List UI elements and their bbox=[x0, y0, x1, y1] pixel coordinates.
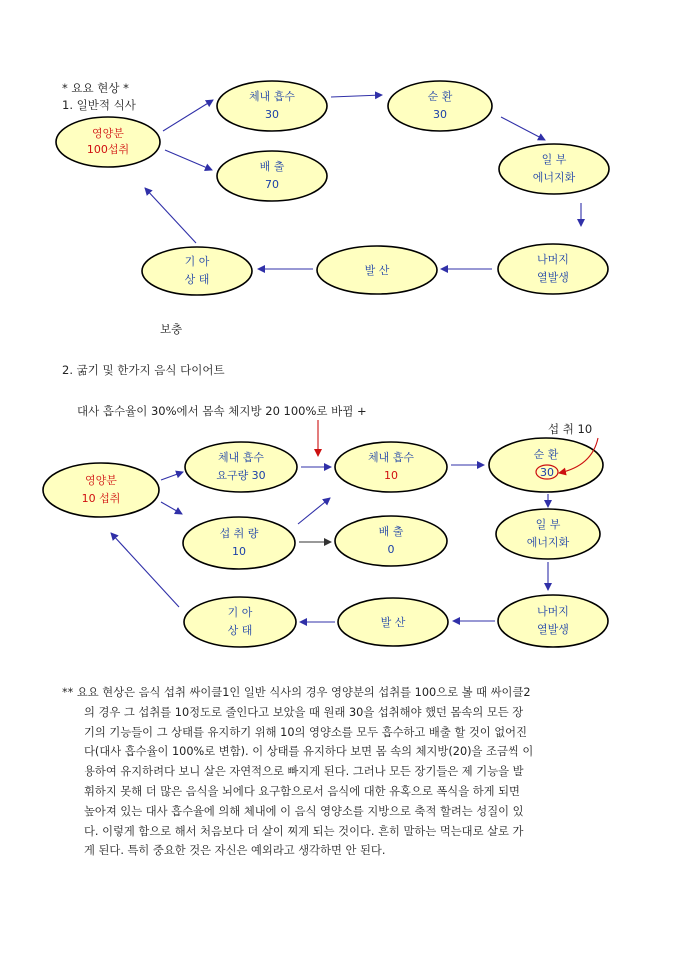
s2-arrow-hunger-nutrient bbox=[111, 533, 179, 607]
explanation-paragraph bbox=[62, 683, 622, 861]
s2-nutrient-line2: 10 섭취 bbox=[81, 492, 121, 505]
paragraph-line: 다(대사 흡수율이 100%로 변함). 이 상태를 유지하다 보면 몸 속의 체지방(20)을 조금씩 이 bbox=[84, 745, 534, 759]
s2-remainder-line2: 열발생 bbox=[537, 623, 569, 636]
paragraph-line: 용하여 유지하려다 보니 살은 자연적으로 빠지게 된다. 그러나 모든 장기들은 제 기능을 발 bbox=[84, 765, 524, 779]
s2-node-intake bbox=[183, 517, 295, 569]
paragraph-line: 의 경우 그 섭취를 10정도로 줄인다고 보았을 때 원래 30을 섭취해야 했던 몸속의 모든 장 bbox=[84, 705, 524, 719]
s2-node-nutrient bbox=[43, 463, 159, 517]
section1-header: * 요요 현상 * bbox=[62, 81, 129, 95]
s1-hunger-line2: 상 태 bbox=[184, 273, 210, 286]
s2-intake-line2: 10 bbox=[232, 545, 246, 558]
s1-circulate-line1: 순 환 bbox=[427, 90, 453, 103]
s2-emit-line1: 발 산 bbox=[380, 616, 406, 629]
s2-node-required bbox=[185, 442, 297, 492]
s2-node-circulate bbox=[489, 438, 603, 492]
s1-excrete-line1: 배 출 bbox=[259, 160, 285, 173]
s1-node-circulate bbox=[388, 81, 492, 131]
s1-node-absorb bbox=[217, 81, 327, 131]
paragraph-line: 높아져 있는 대사 흡수율에 의해 체내에 이 음식 영양소를 지방으로 축적 할려는 성질이 있 bbox=[84, 804, 524, 818]
s1-emit-line1: 발 산 bbox=[364, 264, 390, 277]
s2-required-line1: 체내 흡수 bbox=[217, 451, 265, 464]
s2-absorb-line2: 10 bbox=[384, 469, 398, 482]
s1-node-energy bbox=[499, 144, 609, 194]
s2-remainder-line1: 나머지 bbox=[537, 605, 569, 618]
s1-arrow-hunger-nutrient bbox=[145, 188, 196, 243]
s1-node-emit bbox=[317, 246, 437, 294]
s1-circulate-line2: 30 bbox=[433, 108, 447, 121]
s2-hunger-line2: 상 태 bbox=[227, 624, 253, 637]
s1-arrow-nutrient-absorb bbox=[163, 100, 213, 131]
s2-arrow-nutrient-required bbox=[161, 472, 183, 480]
s2-energy-line1: 일 부 bbox=[535, 518, 561, 531]
s1-remainder-line2: 열발생 bbox=[537, 271, 569, 284]
s2-excrete-line2: 0 bbox=[387, 543, 395, 556]
s1-arrow-nutrient-excrete bbox=[165, 150, 212, 170]
s2-excrete-line1: 배 출 bbox=[378, 525, 404, 538]
s2-node-remainder bbox=[498, 595, 608, 647]
s2-nutrient-line1: 영양분 bbox=[85, 474, 117, 487]
section2-subtitle: 대사 흡수율이 30%에서 몸속 체지방 20 100%로 바뀜 + bbox=[77, 404, 367, 418]
s2-node-excrete bbox=[335, 516, 447, 566]
s1-energy-line1: 일 부 bbox=[541, 153, 567, 166]
s1-excrete-line2: 70 bbox=[265, 178, 279, 191]
paragraph-line: 기의 기능들이 그 상태를 유지하기 위해 10의 영양소를 모두 흡수하고 배출 할 것이 없어진 bbox=[84, 725, 528, 739]
s1-hunger-line1: 기 아 bbox=[184, 255, 210, 268]
section1-title: 1. 일반적 식사 bbox=[62, 98, 136, 112]
s2-required-line2: 요구량 30 bbox=[216, 469, 266, 482]
s2-absorb-line1: 체내 흡수 bbox=[367, 451, 415, 464]
paragraph-line: 다. 이렇게 함으로 해서 처음보다 더 살이 찌게 되는 것이다. 흔히 말하는 먹는대로 살로 가 bbox=[84, 824, 524, 838]
s1-node-excrete bbox=[217, 151, 327, 201]
s2-arrow-nutrient-intake bbox=[161, 502, 182, 514]
s2-node-energy bbox=[496, 509, 600, 559]
s1-node-hunger bbox=[142, 247, 252, 295]
s2-hunger-line1: 기 아 bbox=[227, 606, 253, 619]
s1-nutrient-line2: 100섭취 bbox=[86, 143, 130, 156]
section2-title: 2. 굶기 및 한가지 음식 다이어트 bbox=[62, 363, 225, 377]
s1-nutrient-line1: 영양분 bbox=[92, 127, 124, 140]
paragraph-line: 휘하지 못해 더 많은 음식을 뇌에다 요구함으로서 음식에 대한 유혹으로 폭식을 하게 되면 bbox=[84, 784, 520, 798]
s2-intake-line1: 섭 취 량 bbox=[219, 527, 259, 540]
s2-energy-line2: 에너지화 bbox=[526, 536, 570, 549]
intake-note: 섭 취 10 bbox=[548, 422, 593, 436]
s2-circulate-line2: 30 bbox=[540, 466, 554, 479]
s2-arrow-intake-absorb bbox=[298, 498, 330, 524]
s2-node-hunger bbox=[184, 597, 296, 647]
s1-remainder-line1: 나머지 bbox=[537, 253, 569, 266]
s1-node-nutrient bbox=[56, 117, 160, 167]
s1-arrow-absorb-circulate bbox=[331, 95, 382, 97]
s1-arrow-circulate-energy bbox=[501, 117, 545, 140]
s1-absorb-line2: 30 bbox=[265, 108, 279, 121]
paragraph-line: ** 요요 현상은 음식 섭취 싸이클1인 일반 식사의 경우 영양분의 섭취를 100으로 볼 때 싸이클2 bbox=[62, 686, 531, 699]
s1-energy-line2: 에너지화 bbox=[532, 171, 576, 184]
s2-node-emit bbox=[338, 598, 448, 646]
paragraph-line: 게 된다. 특히 중요한 것은 자신은 예외라고 생각하면 안 된다. bbox=[84, 844, 386, 858]
s1-node-remainder bbox=[498, 244, 608, 294]
supplement-label: 보충 bbox=[160, 322, 183, 336]
s2-circulate-line1: 순 환 bbox=[533, 448, 559, 461]
s1-absorb-line1: 체내 흡수 bbox=[248, 90, 296, 103]
s2-node-absorb bbox=[335, 442, 447, 492]
